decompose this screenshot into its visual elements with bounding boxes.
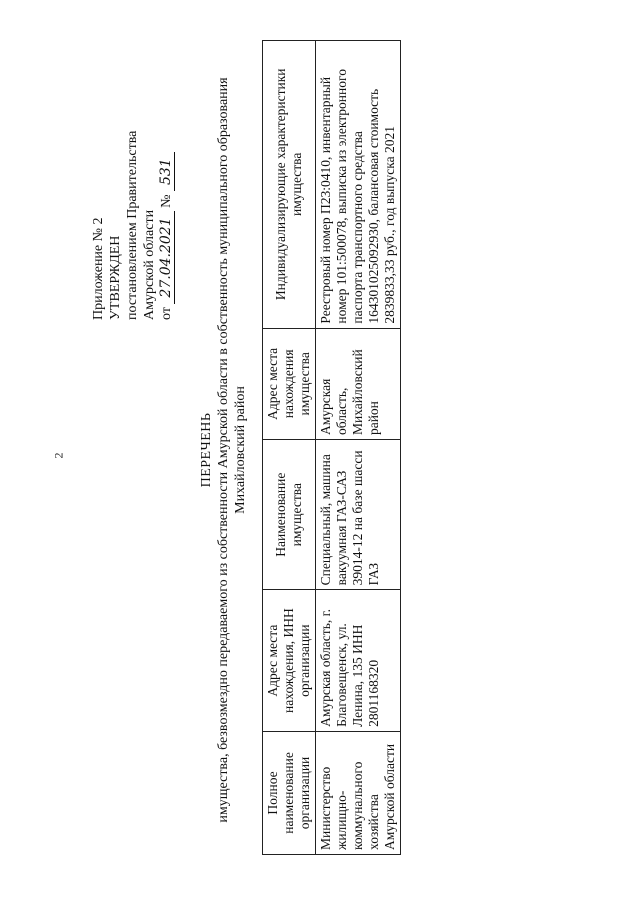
number-prefix: № [159,194,174,208]
header-property-characteristics: Индивидуализирующие характеристики имущества [263,41,316,329]
cell-organization-name: Министерство жилищно-коммунального хозяйства Амурской области [316,731,401,854]
decree-line-1: постановлением Правительства [125,130,140,320]
header-property-name: Наименование имущества [263,440,316,590]
document-title [198,40,249,860]
property-table [262,40,401,855]
approval-block [90,60,175,320]
header-property-address: Адрес места нахождения имущества [263,328,316,439]
page-number: 2 [51,452,66,459]
date-prefix: от [159,307,174,320]
handwritten-number: 531 [158,152,175,191]
decree-line-2: Амурской области [142,209,157,320]
rotated-document-page [0,20,620,880]
title-line-2: Михайловский район [233,386,248,514]
title-heading: ПЕРЕЧЕНЬ [199,412,214,488]
header-organization-address: Адрес места нахождения, ИНН организации [263,590,316,732]
table-header-row [263,41,316,855]
decree-date-number [158,60,175,320]
cell-organization-address: Амурская область, г. Благовещенск, ул. Ленина, 135 ИНН 2801168320 [316,590,401,732]
cell-property-characteristics: Реестровый номер П23:0410, инвентарный номер 101:500078, выписка из электронного паспорта транспортного средства 164301025092930, балансовая стоимость 2839833,33 руб., год выпуска 2021 [316,41,401,329]
title-line-1: имущества, безвозмездно передаваемого из собственности Амурской области в собственность муниципального образования [216,77,231,823]
cell-property-name: Специальный, машина вакуумная ГАЗ-САЗ 39014-12 на базе шасси ГАЗ [316,440,401,590]
handwritten-date: 27.04.2021 [158,211,175,303]
approved-label: УТВЕРЖДЕН [108,235,123,320]
table-row [316,41,401,855]
header-organization-name: Полное наименование организации [263,731,316,854]
cell-property-address: Амурская область, Михайловский район [316,328,401,439]
appendix-label: Приложение № 2 [91,217,106,320]
